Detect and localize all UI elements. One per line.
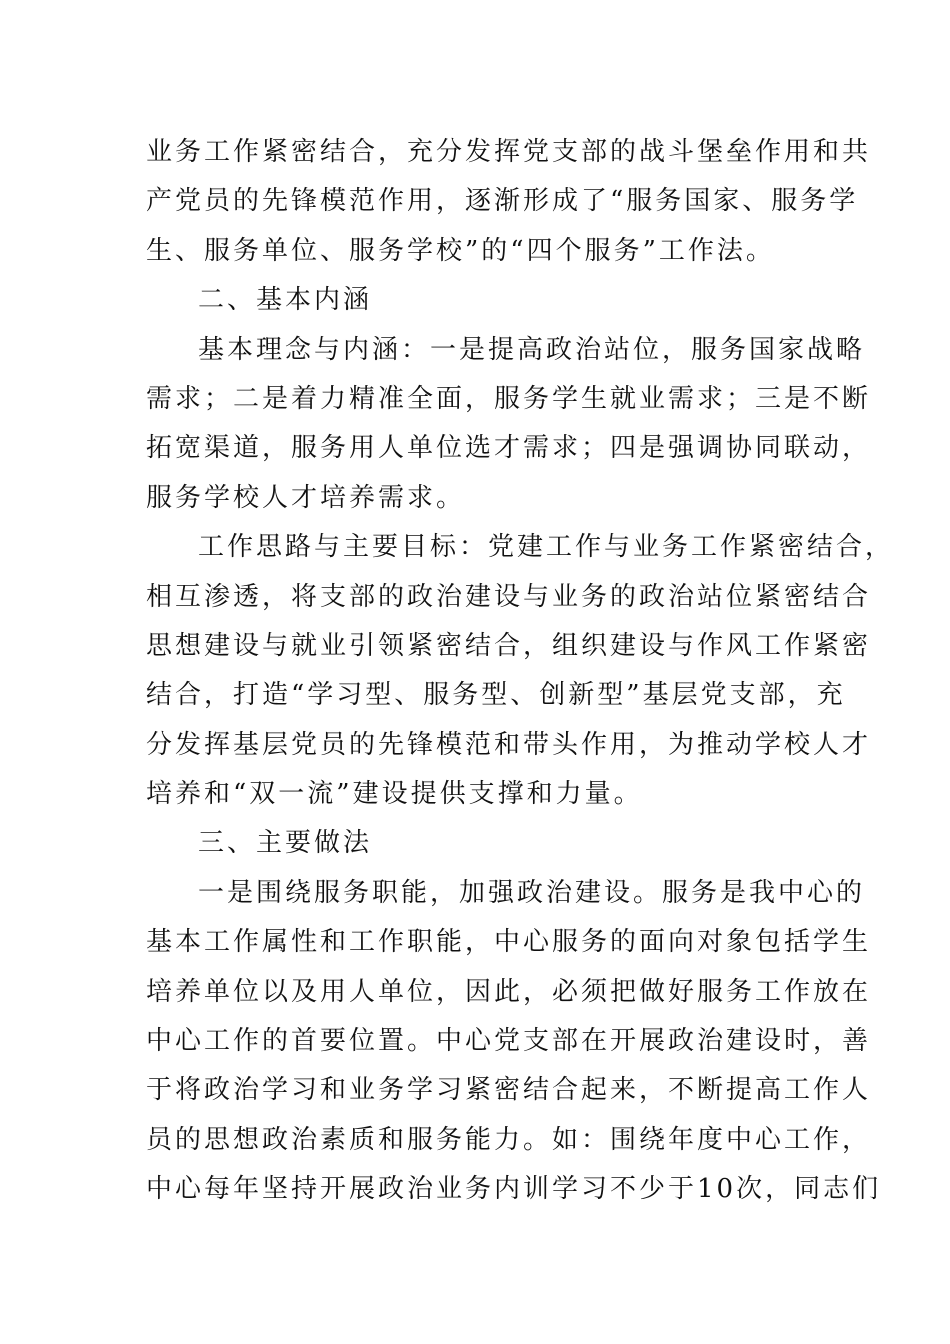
text-line: 拓宽渠道，服务用人单位选才需求；四是强调协同联动， bbox=[146, 433, 872, 464]
text-line: 分发挥基层党员的先锋模范和带头作用，为推动学校人才 bbox=[146, 729, 872, 760]
text-line: 员的思想政治素质和服务能力。如：围绕年度中心工作， bbox=[146, 1124, 872, 1155]
text-line: 结合，打造“学习型、服务型、创新型”基层党支部，充 bbox=[146, 680, 846, 711]
text-line: 生、服务单位、服务学校”的“四个服务”工作法。 bbox=[146, 235, 775, 266]
text-line: 培养单位以及用人单位，因此，必须把做好服务工作放在 bbox=[146, 976, 872, 1007]
text-line: 培养和“双一流”建设提供支撑和力量。 bbox=[146, 779, 643, 810]
text-line: 一是围绕服务职能，加强政治建设。服务是我中心的 bbox=[198, 877, 866, 908]
text-line: 服务学校人才培养需求。 bbox=[146, 482, 466, 513]
text-line: 于将政治学习和业务学习紧密结合起来，不断提高工作人 bbox=[146, 1075, 872, 1106]
section-heading: 二、基本内涵 bbox=[198, 285, 373, 316]
section-heading: 三、主要做法 bbox=[198, 828, 373, 859]
document-body bbox=[146, 128, 895, 1215]
text-line: 基本理念与内涵：一是提高政治站位，服务国家战略 bbox=[198, 334, 866, 365]
text-line: 中心工作的首要位置。中心党支部在开展政治建设时，善 bbox=[146, 1026, 872, 1057]
text-line: 基本工作属性和工作职能，中心服务的面向对象包括学生 bbox=[146, 927, 872, 958]
text-line: 产党员的先锋模范作用，逐渐形成了“服务国家、服务学 bbox=[146, 186, 859, 217]
text-line: 需求；二是着力精准全面，服务学生就业需求；三是不断 bbox=[146, 383, 872, 414]
text-line: 中心每年坚持开展政治业务内训学习不少于10次，同志们 bbox=[146, 1174, 882, 1205]
text-line: 思想建设与就业引领紧密结合，组织建设与作风工作紧密 bbox=[146, 630, 872, 661]
text-line: 相互渗透，将支部的政治建设与业务的政治站位紧密结合 bbox=[146, 581, 872, 612]
text-line: 工作思路与主要目标：党建工作与业务工作紧密结合， bbox=[198, 532, 895, 563]
text-line: 业务工作紧密结合，充分发挥党支部的战斗堡垒作用和共 bbox=[146, 137, 872, 167]
